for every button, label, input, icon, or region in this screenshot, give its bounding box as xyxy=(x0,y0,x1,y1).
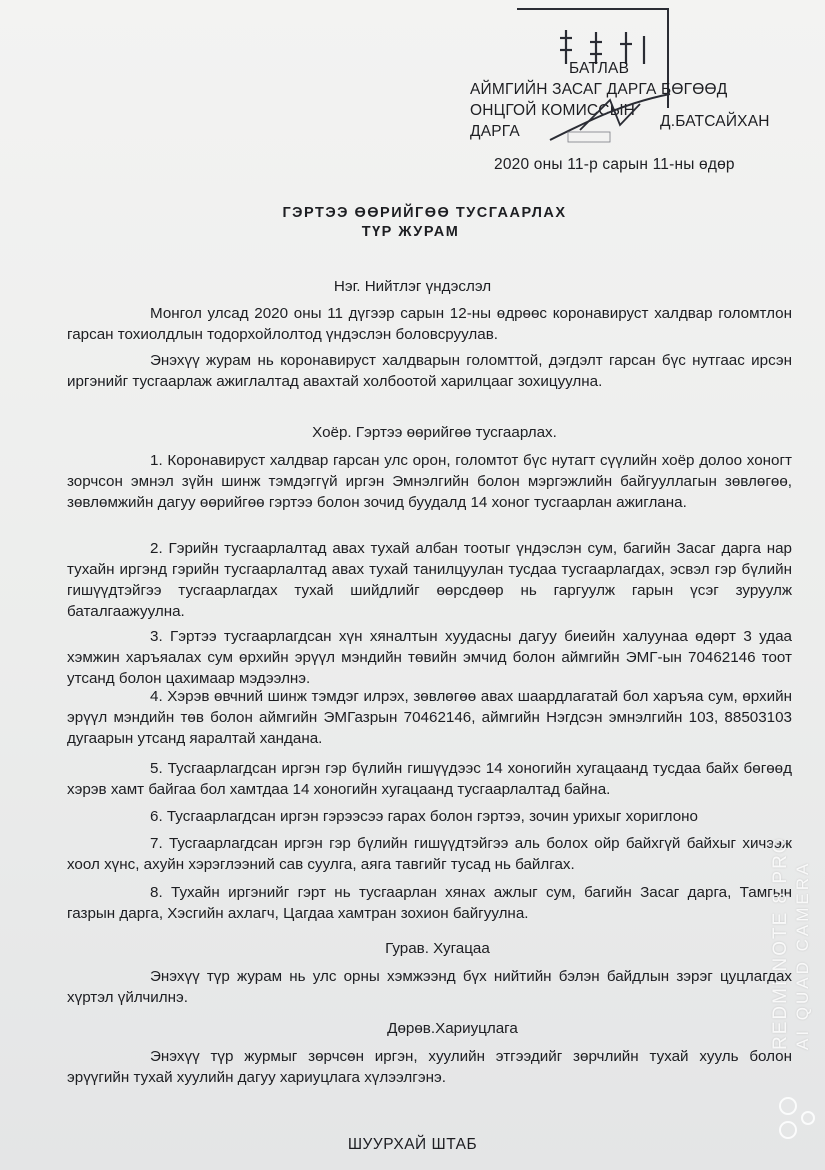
paragraph-text: Энэхүү түр журам нь улс орны хэмжээнд бүх нийтийн бэлэн байдлын зэрэг цуцлагдах хүртэл үйлчилнэ. xyxy=(67,968,792,1006)
paragraph xyxy=(67,626,792,689)
camera-logo-icon xyxy=(778,1090,818,1150)
approval-line: ОНЦГОЙ КОМИССЫН xyxy=(470,102,636,119)
camera-watermark xyxy=(770,836,814,1050)
paragraph xyxy=(67,303,792,345)
section-heading: Хоёр. Гэртээ өөрийгөө тусгаарлах. xyxy=(312,424,557,441)
paragraph xyxy=(67,882,792,924)
paragraph xyxy=(67,806,792,827)
list-item: 3. Гэртээ тусгаарлагдсан хүн хяналтын хуудасны дагуу биеийн халуунаа өдөрт 3 удаа хэмжин харъяалах сум өрхийн эрүүл мэндийн төвийн эмчид болон аймгийн ЭМГ-ын 70462146 тоот утсанд болон цахимаар мэдээлнэ. xyxy=(67,628,792,687)
signoff: ШУУРХАЙ ШТАБ xyxy=(347,1136,478,1153)
signature xyxy=(540,90,680,150)
list-item: 6. Тусгаарлагдсан иргэн гэрээсээ гарах болон гэртээ, зочин урихыг хориглоно xyxy=(150,808,698,825)
paragraph xyxy=(67,966,792,1008)
approval-line: АЙМГИЙН ЗАСАГ ДАРГА БӨГӨӨД xyxy=(470,81,728,98)
watermark-line: REDMI NOTE 8 PRO xyxy=(770,836,791,1050)
paragraph xyxy=(67,758,792,800)
paragraph xyxy=(67,538,792,622)
document-subtitle: ТҮР ЖУРАМ xyxy=(361,224,460,240)
list-item: 5. Тусгаарлагдсан иргэн гэр бүлийн гишүүдээс 14 хоногийн хугацаанд тусдаа байх бөгөөд хэрэв хамт байгаа бол хамтдаа 14 хоногийн хугацаанд тусгаарлалтад байна. xyxy=(67,760,792,798)
paragraph xyxy=(67,686,792,749)
paragraph xyxy=(67,1046,792,1088)
list-item: 8. Тухайн иргэнийг гэрт нь тусгаарлан хянах ажлыг сум, багийн Засаг дарга, Тамгын газрын дарга, Хэсгийн ахлагч, Цагдаа хамтран зохион байгуулна. xyxy=(67,884,792,922)
list-item: 4. Хэрэв өвчний шинж тэмдэг илрэх, зөвлөгөө авах шаардлагатай бол харъяа сум, өрхийн эрүүл мэндийн төв болон аймгийн ЭМГазрын 70462146, аймгийн Нэгдсэн эмнэлгийн 103, 88503103 дугаарын утсанд яаралтай хандана. xyxy=(67,688,792,747)
approval-date: 2020 оны 11-р сарын 11-ны өдөр xyxy=(494,156,735,173)
list-item: 2. Гэрийн тусгаарлалтад авах тухай албан тоотыг үндэслэн сум, багийн Засаг дарга нар тухайн иргэнд гэрийн тусгаарлалтад авах тухай танилцуулан тусдаа тусгаарлагдах, эсвэл гэр бүлийн гишүүдтэйгээ тусгаарлагдах тухай шийдлийг өөрсдөөр нь гаргуулж гарын үсэг зуруулж баталгаажуулна. xyxy=(67,540,792,620)
paragraph xyxy=(67,833,792,875)
approval-line: ДАРГА xyxy=(470,123,520,140)
section-heading: Гурав. Хугацаа xyxy=(385,940,490,957)
paragraph-text: Монгол улсад 2020 оны 11 дүгээр сарын 12-ны өдрөөс коронавируст халдвар голомтлон гарсан тохиолдлын тодорхойлолтод үндэслэн боловсруулав. xyxy=(67,305,792,343)
approval-heading: БАТЛАВ xyxy=(569,60,630,77)
list-item: 1. Коронавируст халдвар гарсан улс орон, голомтот бүс нутагт сүүлийн хоёр долоо хоногт зорчсон эмнэл зүйн шинж тэмдэггүй иргэн Эмнэлгийн болон мэргэжлийн байгууллагын зөвлөгөө, зөвлөмжийн дагуу өөрийгөө гэртээ болон зочид буудалд 14 хоног тусгаарлан ажиглана. xyxy=(67,452,792,511)
approver-name: Д.БАТСАЙХАН xyxy=(660,113,770,130)
paragraph-text: Энэхүү журам нь коронавируст халдварын голомттой, дэгдэлт гарсан бүс нутгаас ирсэн иргэнийг тусгаарлаж ажиглалтад авахтай холбоотой харилцааг зохицуулна. xyxy=(67,352,792,390)
list-item: 7. Тусгаарлагдсан иргэн гэр бүлийн гишүүдтэйгээ аль болох ойр байхгүй байхыг хичээж хоол хүнс, ахуйн хэрэглээний сав суулга, аяга тавгийг тусад нь байлгах. xyxy=(67,835,792,873)
section-heading: Нэг. Нийтлэг үндэслэл xyxy=(333,278,492,295)
document-title: ГЭРТЭЭ ӨӨРИЙГӨӨ ТУСГААРЛАХ xyxy=(282,205,567,221)
section-heading: Дөрөв.Хариуцлага xyxy=(387,1020,518,1037)
paragraph xyxy=(67,450,792,513)
paragraph-text: Энэхүү түр журмыг зөрчсөн иргэн, хуулийн этгээдийг зөрчлийн тухай хууль болон эрүүгийн тухай хуулийн дагуу хариуцлага хүлээлгэнэ. xyxy=(67,1048,792,1086)
paragraph xyxy=(67,350,792,392)
watermark-line: AI QUAD CAMERA xyxy=(793,860,812,1050)
